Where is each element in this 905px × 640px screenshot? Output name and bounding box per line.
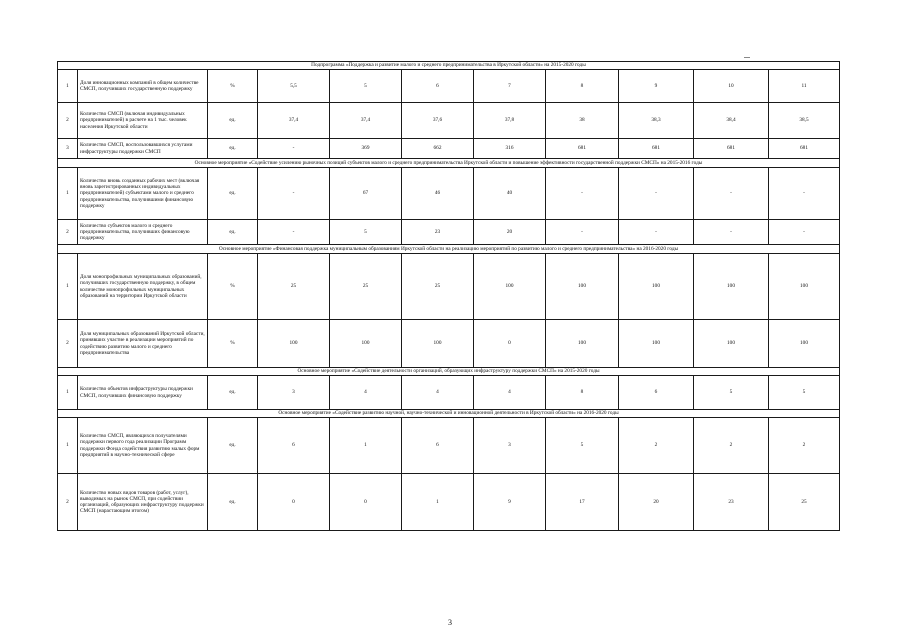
indicator-value: 681	[769, 139, 840, 159]
indicator-row	[58, 168, 840, 220]
indicator-value: 100	[402, 320, 474, 368]
indicator-value: 100	[769, 254, 840, 320]
row-number: 1	[58, 376, 78, 410]
row-number: 1	[58, 70, 78, 103]
indicator-value: 681	[694, 139, 769, 159]
indicator-name: Количество новых видов товаров (работ, услуг), выводимых на рынок СМСП, при содействии организаций, образующих инфраструктуру поддержки СМСП (нарастающим итогом)	[78, 474, 208, 531]
indicator-table-sheet	[57, 61, 839, 531]
indicator-name: Количество СМСП (включая индивидуальных предпринимателей) в расчете на 1 тыс. человек населения Иркутской области	[78, 103, 208, 139]
indicator-value: 7	[474, 70, 546, 103]
indicator-value: 2	[619, 418, 694, 474]
section-header-row	[58, 159, 840, 168]
indicator-value: 37,4	[330, 103, 402, 139]
indicator-value: -	[694, 220, 769, 245]
indicator-value: -	[258, 220, 330, 245]
indicator-value: 100	[330, 320, 402, 368]
indicator-name: Доля инновационных компаний в общем количестве СМСП, получивших государственную поддержку	[78, 70, 208, 103]
row-number: 3	[58, 139, 78, 159]
indicator-value: 4	[402, 376, 474, 410]
indicator-value: 3	[258, 376, 330, 410]
indicator-value: 67	[330, 168, 402, 220]
indicator-row	[58, 254, 840, 320]
indicator-value: 100	[769, 320, 840, 368]
indicator-value: 100	[619, 254, 694, 320]
indicator-value: -	[619, 220, 694, 245]
indicator-value: 17	[546, 474, 619, 531]
section-title: Основное мероприятие «Содействие деятельности организаций, образующих инфраструктуру поддержки СМСП» на 2015-2020 годы	[58, 368, 840, 376]
indicator-value: 100	[546, 254, 619, 320]
indicator-value: 37,6	[402, 103, 474, 139]
indicator-value: -	[769, 168, 840, 220]
indicator-value: 6	[402, 418, 474, 474]
indicator-value: 40	[474, 168, 546, 220]
indicator-name: Количество субъектов малого и среднего предпринимательства, получивших финансовую поддержку	[78, 220, 208, 245]
indicator-value: -	[619, 168, 694, 220]
section-title: Основное мероприятие «Финансовая поддержка муниципальным образованиям Иркутской области на реализацию мероприятий по развитию малого и среднего предпринимательства» на 2016-2020 годы	[58, 245, 840, 254]
section-title: Основное мероприятие «Содействие развитию научной, научно-технической и инновационной деятельности в Иркутской области» на 2016-2020 годы	[58, 410, 840, 418]
indicator-value: 2	[769, 418, 840, 474]
indicator-row	[58, 474, 840, 531]
indicator-value: 8	[546, 70, 619, 103]
indicator-value: 23	[694, 474, 769, 531]
indicator-value: 100	[546, 320, 619, 368]
unit-of-measure: %	[208, 320, 258, 368]
unit-of-measure: %	[208, 254, 258, 320]
indicator-value: 0	[330, 474, 402, 531]
page-number: 3	[448, 618, 452, 627]
indicator-value: 20	[474, 220, 546, 245]
indicator-value: 37,8	[474, 103, 546, 139]
indicator-value: 100	[694, 320, 769, 368]
scan-mark	[744, 57, 750, 58]
indicator-value: 8	[546, 376, 619, 410]
unit-of-measure: ед.	[208, 103, 258, 139]
section-title: Подпрограмма «Поддержка и развитие малого и среднего предпринимательства в Иркутской области» на 2015-2020 годы	[58, 62, 840, 70]
indicator-value: -	[546, 220, 619, 245]
row-number: 2	[58, 220, 78, 245]
indicator-row	[58, 139, 840, 159]
indicator-value: 100	[619, 320, 694, 368]
indicator-value: -	[546, 168, 619, 220]
section-header-row	[58, 245, 840, 254]
section-title: Основное мероприятие «Содействие усилению рыночных позиций субъектов малого и среднего предпринимательства Иркутской области и повышение эффективности государственной поддержки СМСП» на 2015-2016 годы	[58, 159, 840, 168]
indicator-name: Количество СМСП, являющихся получателями поддержки первого года реализации Программ поддержки Фонда содействия развитию малых форм предприятий в научно-технической сфере	[78, 418, 208, 474]
indicator-value: 5,5	[258, 70, 330, 103]
indicator-value: 662	[402, 139, 474, 159]
section-header-row	[58, 368, 840, 376]
indicator-table	[57, 61, 840, 531]
indicator-value: 6	[619, 376, 694, 410]
indicator-value: 9	[474, 474, 546, 531]
indicator-value: 38,4	[694, 103, 769, 139]
unit-of-measure: ед.	[208, 376, 258, 410]
indicator-row	[58, 418, 840, 474]
row-number: 2	[58, 103, 78, 139]
unit-of-measure: ед.	[208, 220, 258, 245]
indicator-value: 38	[546, 103, 619, 139]
indicator-row	[58, 376, 840, 410]
indicator-value: 3	[474, 418, 546, 474]
row-number: 1	[58, 254, 78, 320]
indicator-value: 4	[330, 376, 402, 410]
indicator-value: 316	[474, 139, 546, 159]
indicator-row	[58, 320, 840, 368]
indicator-value: 5	[330, 220, 402, 245]
indicator-value: 1	[402, 474, 474, 531]
indicator-value: 25	[258, 254, 330, 320]
section-header-row	[58, 410, 840, 418]
row-number: 1	[58, 418, 78, 474]
indicator-value: 25	[330, 254, 402, 320]
indicator-value: 6	[402, 70, 474, 103]
indicator-name: Количество СМСП, воспользовавшихся услугами инфраструктуры поддержки СМСП	[78, 139, 208, 159]
indicator-value: 6	[258, 418, 330, 474]
indicator-value: 1	[330, 418, 402, 474]
indicator-row	[58, 220, 840, 245]
indicator-row	[58, 103, 840, 139]
unit-of-measure: ед.	[208, 168, 258, 220]
indicator-value: 5	[330, 70, 402, 103]
indicator-value: 5	[769, 376, 840, 410]
indicator-value: 38,5	[769, 103, 840, 139]
indicator-value: 10	[694, 70, 769, 103]
row-number: 2	[58, 320, 78, 368]
indicator-value: -	[258, 168, 330, 220]
indicator-value: 0	[258, 474, 330, 531]
indicator-value: 100	[258, 320, 330, 368]
indicator-value: 25	[402, 254, 474, 320]
indicator-name: Доля монопрофильных муниципальных образований, получивших государственную поддержку, в общем количестве монопрофильных муниципальных образований на территории Иркутской области	[78, 254, 208, 320]
unit-of-measure: %	[208, 70, 258, 103]
indicator-value: 0	[474, 320, 546, 368]
indicator-value: 5	[694, 376, 769, 410]
indicator-value: -	[769, 220, 840, 245]
row-number: 1	[58, 168, 78, 220]
indicator-value: 20	[619, 474, 694, 531]
indicator-table-body	[58, 62, 840, 531]
indicator-value: 37,4	[258, 103, 330, 139]
indicator-value: 25	[769, 474, 840, 531]
indicator-value: 2	[694, 418, 769, 474]
indicator-row	[58, 70, 840, 103]
indicator-name: Доля муниципальных образований Иркутской области, принявших участие в реализации мероприятий по содействию развитию малого и среднего предпринимательства	[78, 320, 208, 368]
indicator-value: 100	[694, 254, 769, 320]
indicator-value: 5	[546, 418, 619, 474]
unit-of-measure: ед.	[208, 474, 258, 531]
unit-of-measure: ед.	[208, 418, 258, 474]
indicator-name: Количество объектов инфраструктуры поддержки СМСП, получивших финансовую поддержку	[78, 376, 208, 410]
unit-of-measure: ед.	[208, 139, 258, 159]
indicator-value: 369	[330, 139, 402, 159]
indicator-name: Количество вновь созданных рабочих мест (включая вновь зарегистрированных индивидуальных предпринимателей) субъектами малого и среднего предпринимательства, получившими финансовую поддержку	[78, 168, 208, 220]
indicator-value: 681	[619, 139, 694, 159]
section-header-row	[58, 62, 840, 70]
indicator-value: 38,3	[619, 103, 694, 139]
row-number: 2	[58, 474, 78, 531]
indicator-value: 23	[402, 220, 474, 245]
indicator-value: 11	[769, 70, 840, 103]
indicator-value: 9	[619, 70, 694, 103]
indicator-value: 4	[474, 376, 546, 410]
indicator-value: -	[258, 139, 330, 159]
indicator-value: 46	[402, 168, 474, 220]
indicator-value: 100	[474, 254, 546, 320]
indicator-value: 681	[546, 139, 619, 159]
indicator-value: -	[694, 168, 769, 220]
